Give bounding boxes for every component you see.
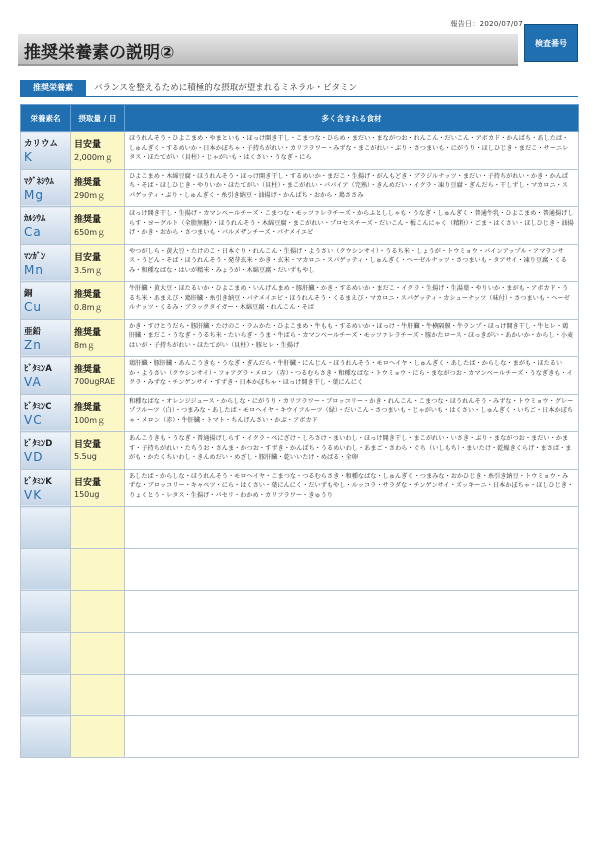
empty-intake-cell xyxy=(71,548,125,590)
nutrient-symbol: Mg xyxy=(24,187,44,202)
nutrient-name: ﾏﾝｶﾞﾝ xyxy=(24,251,46,262)
empty-foods-cell xyxy=(125,548,579,590)
foods-cell xyxy=(125,357,579,395)
foods-cell xyxy=(125,207,579,245)
report-date: 報告日：2020/07/07 xyxy=(450,20,523,28)
empty-nutrient-cell xyxy=(21,548,71,590)
nutrient-table xyxy=(20,104,579,758)
table-row xyxy=(21,432,579,470)
nutrient-cell xyxy=(21,207,71,245)
nutrient-cell xyxy=(21,469,71,507)
foods-text: かき・すけとうだら・豚肝臓・たけのこ・ラムかた・ひよこまめ・牛もも・するめいか・ほっけ・牛肝臓・牛横隔膜・牛ランプ・ほっけ開き干し・牛ヒレ・鶏肝臓・まだこ・うなぎ・うるち米・たいらぎ・うま・牛ばら・カマンベールチーズ・モッツァレラチーズ・豚かたロース・ほっきがい・あかいか・からし・小麦はいが・子持ちがれい・ほたてがい（貝柱）・豚ヒレ・生揚げ xyxy=(129,322,574,349)
section-description: バランスを整えるために積極的な摂取が望まれるミネラル・ビタミン xyxy=(94,83,357,93)
empty-foods-cell xyxy=(125,590,579,632)
foods-cell xyxy=(125,282,579,320)
intake-cell xyxy=(71,169,125,207)
intake-type: 目安量 xyxy=(74,140,102,150)
empty-row xyxy=(21,716,579,758)
nutrient-symbol: Zn xyxy=(24,337,42,352)
intake-amount: 8mｇ xyxy=(74,340,95,350)
nutrient-cell xyxy=(21,244,71,282)
nutrient-cell xyxy=(21,282,71,320)
nutrient-cell xyxy=(21,132,71,170)
foods-cell xyxy=(125,394,579,432)
intake-amount: 3.5mｇ xyxy=(74,265,103,275)
foods-cell xyxy=(125,319,579,357)
intake-cell xyxy=(71,394,125,432)
nutrient-symbol: VA xyxy=(24,375,42,389)
intake-type: 目安量 xyxy=(74,440,102,450)
foods-cell xyxy=(125,244,579,282)
table-header-row xyxy=(21,105,579,132)
intake-type: 目安量 xyxy=(74,252,102,263)
foods-text: あしたば・からしな・ほうれんそう・モロヘイヤ・こまつな・つるむらさき・和種なばな・しゅんぎく・つまみな・おかひじき・糸引き納豆・トウミョウ・みずな・ブロッコリー・キャベツ・にら・はくさい・葉にんにく・だいずもやし・ルッコラ・サラダな・チンゲンサイ・ズッキーニ・日本かぼちゃ・ほしひじき・りょくとう・レタス・生揚げ・パセリ・わかめ・カリフラワー・きゅうり xyxy=(129,472,574,499)
intake-amount: 100mｇ xyxy=(74,415,106,425)
intake-amount: 290mｇ xyxy=(74,190,106,200)
foods-text: ほっけ開き干し・生揚げ・カマンベールチーズ・こまつな・モッツァレラチーズ・からふとししゃも・うなぎ・しゅんぎく・普通牛乳・ひよこまめ・普通揚げしらす・ヨーグルト（全脂無糖）・ほうれんそう・木綿豆腐・まこがれい・プロセスチーズ・だいこん・板こんにゃく（精粉）・ごま・はくさい・ほしひじき・油揚げ・かき・おから・さつまいも・パルメザンチーズ・パナメイエビ xyxy=(129,210,574,237)
foods-cell xyxy=(125,469,579,507)
nutrient-symbol: Mn xyxy=(24,262,44,277)
intake-cell xyxy=(71,207,125,245)
nutrient-name: ﾏｸﾞﾈｼｳﾑ xyxy=(24,176,54,187)
table-row xyxy=(21,169,579,207)
nutrient-cell xyxy=(21,432,71,470)
intake-type: 推奨量 xyxy=(74,177,102,188)
foods-cell xyxy=(125,432,579,470)
nutrient-cell xyxy=(21,169,71,207)
foods-text: やつがしら・黄大豆・たけのこ・日本ぐり・れんこん・生揚げ・ようさい（クウシンサイ）・うるち米・しょうが・トウミョウ・パインアップル・アマランサス・うどん・そば・ほうれんそう・発芽玄米・かき・玄米・マカロニ・スパゲッティ・しゅんぎく・ヘーゼルナッツ・さつまいも・タアサイ・凍り豆腐・くるみ・和種なばな・はいが精米・みょうが・木綿豆腐・だいずもやし xyxy=(129,247,567,274)
table-row xyxy=(21,469,579,507)
nutrient-name: ﾋﾞﾀﾐﾝA xyxy=(24,364,52,374)
nutrient-cell xyxy=(21,394,71,432)
intake-type: 推奨量 xyxy=(74,290,102,300)
intake-amount: 150ug xyxy=(74,489,100,499)
exam-number-badge: 検査番号 xyxy=(524,24,578,62)
foods-text: あんこうきも・うなぎ・普通揚げしらす・イクラ・べにざけ・しろさけ・まいわし・ほっけ開き干し・まこがれい・いさき・ぶり・まながつお・まだい・かます・子持ちがれい・たちうお・さんま・かつお・すずき・かんぱち・うるめいわし・あまご・さわら・ぐち（いしもち）・まいたけ・乾燥きくらげ・まさば・まがも・かたくちいわし・きんめだい・めざし・豚肝臓・乾いいたけ・めばる・全卵 xyxy=(129,435,572,462)
page-title: 推奨栄養素の説明② xyxy=(24,43,175,63)
intake-cell xyxy=(71,357,125,395)
intake-amount: 2,000mｇ xyxy=(74,153,113,162)
empty-nutrient-cell xyxy=(21,632,71,674)
intake-type: 推奨量 xyxy=(74,215,102,225)
empty-row xyxy=(21,548,579,590)
nutrient-name: ﾋﾞﾀﾐﾝC xyxy=(24,401,52,412)
empty-intake-cell xyxy=(71,716,125,758)
nutrient-symbol: VD xyxy=(24,450,44,464)
table-row xyxy=(21,357,579,395)
empty-intake-cell xyxy=(71,674,125,716)
intake-amount: 0.8mｇ xyxy=(74,303,103,312)
empty-nutrient-cell xyxy=(21,716,71,758)
empty-intake-cell xyxy=(71,507,125,549)
empty-row xyxy=(21,632,579,674)
nutrient-cell xyxy=(21,357,71,395)
nutrient-name: ﾋﾞﾀﾐﾝK xyxy=(24,476,52,487)
empty-nutrient-cell xyxy=(21,674,71,716)
section-tag: 推奨栄養素 xyxy=(20,80,86,96)
intake-amount: 5.5ug xyxy=(74,452,97,461)
intake-type: 推奨量 xyxy=(74,365,102,375)
foods-text: 牛肝臓・黄大豆・ほたるいか・ひよこまめ・いんげんまめ・豚肝臓・かき・するめいか・まだこ・イクラ・生揚げ・生湯葉・やりいか・まがも・アボカド・うるち米・あまえび・鶏肝臓・糸引き納豆・パナメイエビ・ほうれんそう・くるまえび・マカロニ・スパゲッティ・カシューナッツ（味付）・さつまいも・ヘーゼルナッツ・くるみ・ブラックタイガー・木綿豆腐・れんこん・そば xyxy=(129,285,570,312)
intake-type: 推奨量 xyxy=(74,327,102,338)
nutrient-symbol: VC xyxy=(24,412,43,427)
intake-type: 目安量 xyxy=(74,477,102,488)
nutrient-name: 亜鉛 xyxy=(24,326,42,337)
nutrient-symbol: VK xyxy=(24,487,43,502)
nutrient-symbol: K xyxy=(24,150,33,164)
section-divider xyxy=(20,96,578,97)
table-row xyxy=(21,394,579,432)
empty-foods-cell xyxy=(125,632,579,674)
empty-foods-cell xyxy=(125,716,579,758)
intake-amount: 650mｇ xyxy=(74,228,106,237)
intake-cell xyxy=(71,244,125,282)
table-row xyxy=(21,282,579,320)
empty-foods-cell xyxy=(125,507,579,549)
nutrient-cell xyxy=(21,319,71,357)
nutrient-symbol: Ca xyxy=(24,225,42,239)
foods-cell xyxy=(125,169,579,207)
intake-cell xyxy=(71,282,125,320)
nutrient-name: カリウム xyxy=(24,139,58,149)
nutrient-name: ﾋﾞﾀﾐﾝD xyxy=(24,439,53,449)
table-row xyxy=(21,244,579,282)
nutrient-name: 銅 xyxy=(24,289,33,299)
empty-foods-cell xyxy=(125,674,579,716)
table-row xyxy=(21,319,579,357)
nutrient-name: ｶﾙｼｳﾑ xyxy=(24,214,46,224)
empty-row xyxy=(21,674,579,716)
intake-type: 推奨量 xyxy=(74,402,102,413)
header-nutrient-name: 栄養素名 xyxy=(21,105,71,132)
empty-nutrient-cell xyxy=(21,507,71,549)
foods-text: ほうれんそう・ひよこまめ・やまといも・ほっけ開き干し・こまつな・ひらめ・まだい・まながつお・れんこん・だいこん・アボカド・かんぱち・あしたば・しゅんぎく・するめいか・日本かぼちゃ・子持ちがれい・カリフラワー・みずな・まこがれい・ぶり・さつまいも・にがうり・ほしひじき・まだこ・サーニレタス・ほたてがい（貝柱）・じゃがいも・はくさい・うなぎ・にら xyxy=(129,135,569,162)
empty-nutrient-cell xyxy=(21,590,71,632)
intake-cell xyxy=(71,432,125,470)
foods-cell xyxy=(125,132,579,170)
empty-row xyxy=(21,590,579,632)
header-intake: 摂取量 / 日 xyxy=(71,105,125,132)
title-bar xyxy=(18,34,518,66)
intake-cell xyxy=(71,132,125,170)
intake-cell xyxy=(71,319,125,357)
header-foods: 多く含まれる食材 xyxy=(125,105,579,132)
foods-text: 和種なばな・オレンジジュース・からしな・にがうり・カリフラワー・ブロッコリー・かき・れんこん・こまつな・ほうれんそう・みずな・トウミョウ・グレープフルーツ（白）・つまみな・あしたば・モロヘイヤ・キウイフルーツ（緑）・だいこん・さつまいも・じゃがいも・はくさい・しゅんぎく・いちご・日本かぼちゃ・メロン（赤）・牛肝臓・トマト・ちんげんさい・かぶ・アボカド xyxy=(129,397,574,424)
empty-intake-cell xyxy=(71,590,125,632)
empty-row xyxy=(21,507,579,549)
foods-text: 鶏肝臓・豚肝臓・あんこうきも・うなぎ・ぎんだら・牛肝臓・にんじん・ほうれんそう・モロヘイヤ・しゅんぎく・あしたば・からしな・まがも・ほたるいか・ようさい（クウシンサイ）・フォアグラ・メロン（赤）・つるむらさき・和種なばな・トウミョウ・にら・まながつお・カマンベールチーズ・うなぎきも・イクラ・みずな・チンゲンサイ・すずき・日本かぼちゃ・ほっけ開き干し・葉にんにく xyxy=(129,360,573,387)
table-row xyxy=(21,207,579,245)
foods-text: ひよこまめ・木綿豆腐・ほうれんそう・ほっけ開き干し・するめいか・まだこ・生揚げ・がんもどき・ブラジルナッツ・まだい・子持ちがれい・かき・かんぱち・そば・ほしひじき・やりいか・ほたてがい（貝柱）・まこがれい・パパイア（完熟）・きんめだい・イクラ・凍り豆腐・ぎんだら・干しずし・マカロニ・スパゲッティ・ぶり・しゅんぎく・糸引き納豆・油揚げ・かんぱち・おから・鶏ささみ xyxy=(129,172,569,199)
table-row xyxy=(21,132,579,170)
intake-amount: 700ugRAE xyxy=(74,377,116,386)
nutrient-symbol: Cu xyxy=(24,300,42,314)
empty-intake-cell xyxy=(71,632,125,674)
intake-cell xyxy=(71,469,125,507)
